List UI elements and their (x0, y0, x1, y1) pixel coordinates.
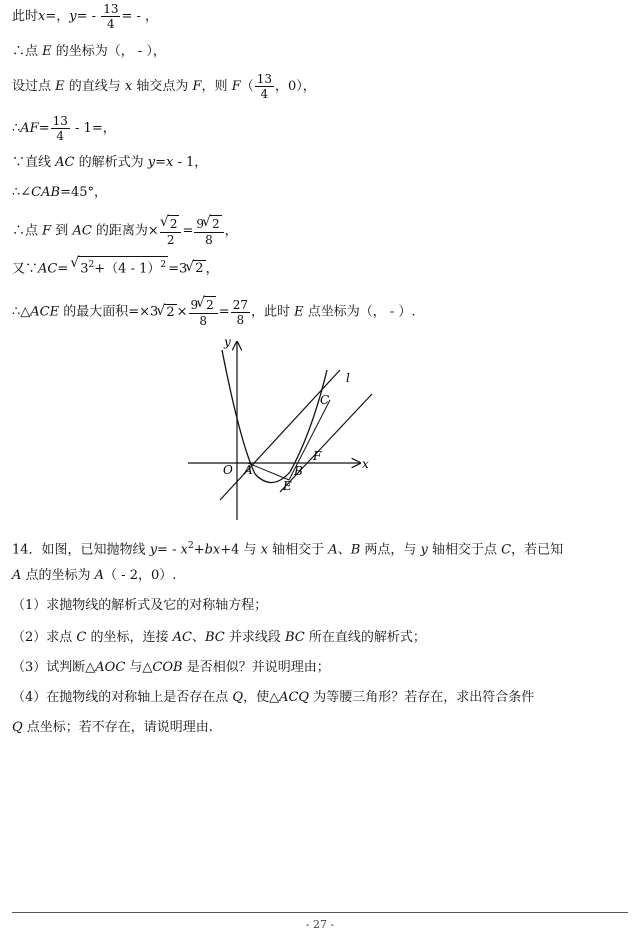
text: +4 与 (220, 542, 261, 558)
label-a: A (244, 463, 253, 477)
problem-q1: （1）求抛物线的解析式及它的对称轴方程； (12, 598, 268, 613)
denominator: 4 (107, 17, 115, 31)
var-y: y (149, 542, 158, 558)
text: ， (224, 223, 238, 239)
var-C: C (76, 630, 87, 645)
var-AOC: AOC (95, 660, 126, 675)
text: = (155, 155, 167, 170)
var-AC: AC (72, 223, 92, 239)
text: 为等腰三角形？若存在，求出符合条件 (309, 690, 535, 705)
numerator: 27 (232, 297, 248, 312)
var-y: y (420, 542, 428, 558)
fraction (51, 114, 70, 143)
text: 又∵ (12, 261, 39, 277)
radicand: +（4 - 1） (94, 261, 161, 277)
problem-q2 (12, 628, 426, 648)
var-AC: AC (55, 155, 75, 170)
fraction (231, 298, 250, 327)
var-F: F (42, 223, 52, 239)
var-BC: BC (285, 630, 305, 645)
fraction (160, 215, 182, 247)
problem-line-1: 14．如图，已知抛物线 $y= - x^2+bx+4$ 与 x 轴相交于 A、B 两点，与 y 轴相交于点 C，若已知 (12, 541, 564, 558)
problem-q4-cont (12, 718, 213, 738)
var-E: E (294, 304, 304, 320)
text: ，0）， (275, 79, 316, 94)
var-y: y (69, 9, 77, 24)
text: （ - 2，0）. (104, 568, 177, 583)
denominator: 8 (205, 233, 213, 247)
label-e: E (283, 479, 292, 493)
denominator: 4 (56, 129, 65, 143)
label-f: F (313, 449, 322, 463)
denominator: 8 (236, 312, 245, 327)
label-o: O (223, 463, 233, 477)
var-Q: Q (232, 690, 244, 705)
var-CAB: CAB (31, 185, 61, 200)
var-bx: bx (204, 542, 221, 558)
text: 并求线段 (224, 630, 285, 645)
var-C: C (501, 542, 512, 558)
text: （2）求点 (12, 630, 77, 645)
var-ACE: ACE (30, 304, 60, 320)
text: =， (45, 9, 70, 24)
solution-line-1 (12, 2, 158, 31)
text: ∴点 (12, 223, 43, 239)
text: 轴交点为 (132, 79, 193, 94)
text: 的坐标为（， - ）， (51, 44, 166, 59)
var-AC: AC (38, 261, 58, 277)
text: 是否相似？并说明理由； (182, 660, 330, 675)
text: ∴△ (12, 304, 31, 320)
label-x: x (362, 457, 369, 471)
label-c: C (320, 393, 330, 407)
var-A: A (94, 568, 105, 583)
text: ∵直线 (12, 155, 56, 170)
var-E: E (42, 44, 52, 59)
text: 轴相交于点 (427, 542, 502, 558)
var-A: A (328, 542, 338, 558)
text: ，此时 (250, 304, 295, 320)
solution-line-2 (12, 42, 166, 62)
text: 点坐标为（， - ）. (303, 304, 416, 320)
var-y: y (147, 155, 156, 170)
var-AC: AC (172, 630, 192, 645)
text: （ (240, 79, 254, 94)
denominator: 2 (166, 233, 175, 247)
text: 到 (51, 223, 73, 239)
var-ACQ: ACQ (279, 690, 310, 705)
text: 两点，与 (360, 542, 421, 558)
label-b: B (294, 464, 303, 478)
text: 的最大面积=×3 (59, 304, 159, 320)
text: 所在直线的解析式； (304, 630, 426, 645)
text: ， (205, 261, 219, 277)
sqrt: √ 2 (204, 296, 216, 313)
text: = (38, 121, 50, 136)
coef: 9 (196, 217, 204, 231)
text: ，使△ (243, 690, 280, 705)
text: 的解析式为 (74, 155, 148, 170)
solution-line-7 (12, 215, 238, 247)
var-x: x (38, 9, 46, 24)
var-x: x (180, 542, 188, 558)
text: （3）试判断△ (12, 660, 96, 675)
page-number: - 27 - (305, 918, 335, 931)
sqrt: √ 2 (210, 215, 222, 232)
numerator: 13 (103, 2, 119, 16)
text: 点的坐标为 (21, 568, 95, 583)
text: 此时 (12, 9, 39, 24)
sqrt: √ 2 (168, 215, 180, 232)
fraction (194, 215, 223, 247)
problem-q3 (12, 658, 330, 678)
text: 轴相交于 (268, 542, 329, 558)
footer-divider (12, 912, 628, 913)
text: × (176, 304, 188, 320)
var-B: B (350, 542, 361, 558)
fraction (189, 296, 218, 328)
coef: 9 (190, 298, 199, 312)
sqrt: √ 2 (193, 260, 205, 277)
text: =45°， (60, 185, 107, 200)
var-Q: Q (12, 720, 23, 735)
denominator: 4 (260, 87, 269, 101)
var-x: x (260, 542, 269, 558)
var-AF: AF (20, 121, 39, 136)
text: 14．如图，已知抛物线 (12, 542, 150, 558)
problem-line-2 (12, 566, 176, 586)
text: 、 (191, 630, 205, 645)
text: - 1=， (70, 121, 116, 136)
solution-line-5 (12, 153, 207, 173)
var-A: A (12, 568, 22, 583)
text: 的直线与 (64, 79, 125, 94)
sqrt: √ $3^2+(4 - 1)^2$ (78, 256, 168, 277)
text: ，则 (201, 79, 232, 94)
sqrt: √ 2 (164, 304, 176, 321)
var-x: x (124, 79, 133, 94)
solution-line-6 (12, 183, 107, 203)
var-F: F (192, 79, 202, 94)
fraction (255, 72, 274, 101)
text: ∴ (12, 121, 21, 136)
text: 的坐标，连接 (86, 630, 173, 645)
text: ∴∠ (12, 185, 32, 200)
text: = (182, 223, 194, 239)
var-F: F (231, 79, 241, 94)
numerator (189, 296, 218, 314)
text: = (218, 304, 230, 320)
label-l: l (346, 371, 350, 385)
numerator (160, 215, 182, 233)
text: =3 (168, 261, 188, 277)
text: 点坐标；若不存在，请说明理由. (22, 720, 213, 735)
fraction (101, 2, 120, 31)
text: 设过点 (12, 79, 56, 94)
solution-line-3 (12, 72, 316, 101)
var-BC: BC (204, 630, 225, 645)
var-E: E (55, 79, 65, 94)
radicand: 3 (80, 261, 89, 277)
solution-line-4 (12, 114, 116, 143)
text: - 1， (173, 155, 208, 170)
var-COB: COB (152, 660, 183, 675)
numerator (194, 215, 223, 233)
denominator: 8 (199, 314, 207, 328)
text: （4）在抛物线的对称轴上是否存在点 (12, 690, 233, 705)
text: = - ， (121, 9, 159, 24)
parabola-figure (180, 332, 380, 524)
numerator: 13 (256, 72, 273, 86)
label-y: y (224, 335, 231, 349)
text: 与△ (125, 660, 153, 675)
text: = (57, 261, 69, 277)
numerator: 13 (52, 114, 68, 128)
var-x: x (166, 155, 174, 170)
text: = - (76, 9, 101, 24)
solution-line-8 (12, 256, 219, 279)
text: + (193, 542, 205, 558)
text: ，若已知 (511, 542, 564, 558)
problem-q4 (12, 688, 534, 708)
text: ∴点 (12, 44, 43, 59)
text: 的距离为× (91, 223, 159, 239)
text: 、 (337, 542, 351, 558)
text: = - (157, 542, 181, 558)
solution-line-9 (12, 296, 416, 328)
